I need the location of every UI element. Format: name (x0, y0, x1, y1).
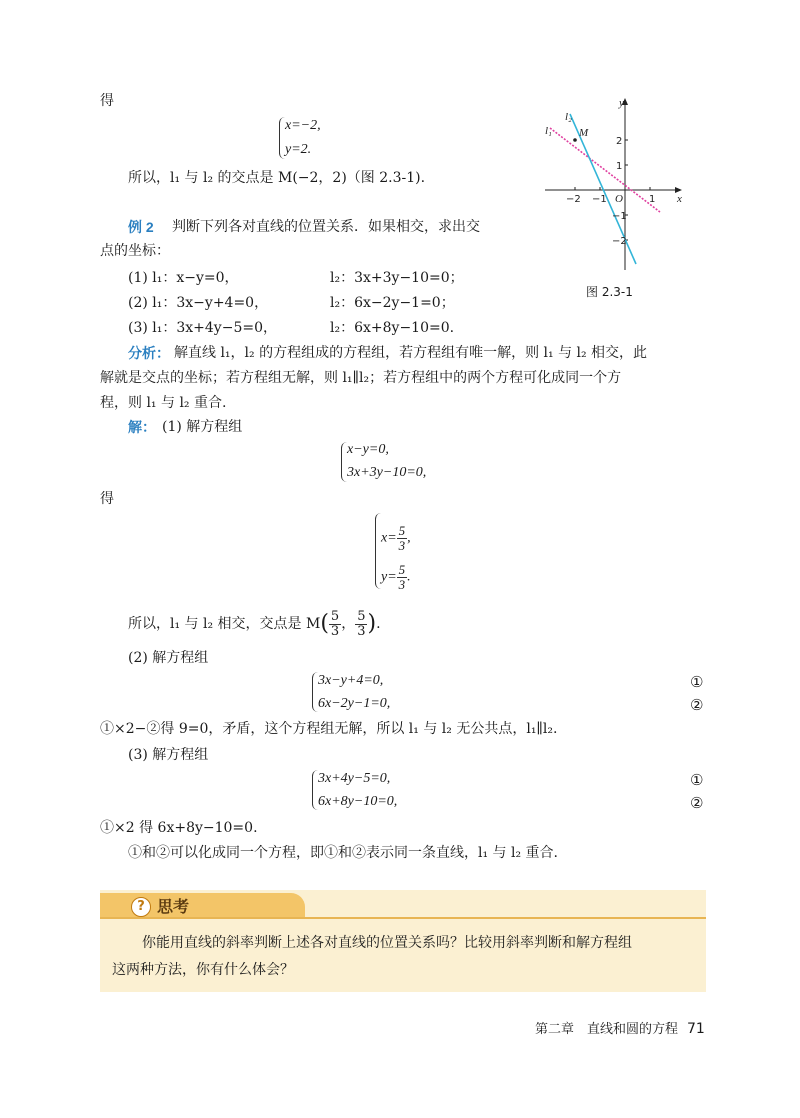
de-text-top: 得 (100, 93, 114, 109)
analysis-line1: 解直线 l₁，l₂ 的方程组成的方程组，若方程组有唯一解，则 l₁ 与 l₂ 相交，此 (174, 345, 648, 361)
part1-y-label: y= (381, 569, 397, 585)
pair-2-l2: l₂：6x−2y−1=0； (330, 295, 455, 311)
part2-result: ①×2−②得 9=0，矛盾，这个方程组无解，所以 l₁ 与 l₂ 无公共点，l₁∥l₂. (100, 721, 558, 737)
question-icon: ? (131, 897, 151, 917)
label-l2: l₂ (565, 111, 572, 123)
example-prompt-line2: 点的坐标： (100, 243, 170, 259)
think-title: 思考 (157, 897, 190, 916)
figure-graph (530, 92, 690, 277)
think-divider (100, 917, 706, 919)
part1-eq2: 3x+3y−10=0, (347, 465, 427, 480)
tick-label-x-neg1: −1 (592, 194, 607, 205)
frac-mx (329, 610, 341, 638)
solution-part1-head: (1) 解方程组 (162, 419, 243, 435)
label-l1: l₁ (545, 125, 552, 137)
think-line2: 这两种方法，你有什么体会？ (112, 962, 294, 978)
mark-2-part2: ② (690, 696, 704, 714)
part1-conclusion-text: 所以，l₁ 与 l₂ 相交，交点是 M (128, 616, 321, 633)
point-m (573, 138, 577, 142)
tick-label-x-neg2: −2 (566, 194, 581, 205)
part2-eq2: 6x−2y−1=0, (318, 696, 391, 711)
label-m: M (579, 127, 589, 139)
analysis-label: 分析： (128, 345, 170, 361)
de-text-part1: 得 (100, 491, 114, 507)
mark-1-part2: ① (690, 673, 704, 691)
part1-eq1: x−y=0, (347, 442, 389, 457)
label-origin: O (615, 193, 623, 205)
tick-label-y-neg1: −1 (612, 211, 627, 222)
example-title: 例 2 (128, 219, 154, 235)
tick-label-y-2: 2 (616, 136, 623, 147)
frac-my-den: 3 (357, 623, 366, 639)
mark-2-part3: ② (690, 794, 704, 812)
part3-conclusion: ①和②可以化成同一个方程，即①和②表示同一条直线，l₁ 与 l₂ 重合. (128, 845, 558, 861)
part1-result-y: y= $\frac{5}{3}$ . (381, 562, 411, 592)
footer-chapter: 第二章 直线和圆的方程 (535, 1022, 679, 1037)
top-solution-x: x=−2, (285, 118, 321, 133)
paren-open: ( (320, 611, 329, 637)
pair-1-l2: l₂：3x+3y−10=0； (330, 270, 464, 286)
frac-mx-num: 5 (330, 609, 340, 624)
tick-label-x-1: 1 (649, 194, 656, 205)
frac-x-num: 5 (398, 523, 406, 538)
frac-y-den: 3 (398, 576, 406, 592)
mark-1-part3: ① (690, 771, 704, 789)
think-line1: 你能用直线的斜率判断上述各对直线的位置关系吗？比较用斜率判断和解方程组 (142, 935, 632, 951)
label-x: x (677, 193, 682, 205)
frac-mx-den: 3 (330, 623, 340, 639)
figure-caption: 图 2.3-1 (586, 285, 633, 299)
part1-result-x: x= $\frac{5}{3}$ , (381, 523, 411, 553)
solution-part2-head: (2) 解方程组 (128, 650, 209, 666)
footer-page-number: 71 (687, 1021, 705, 1037)
pair-3-l2: l₂：6x+8y−10=0. (330, 320, 455, 336)
pair-3-l1: (3) l₁：3x+4y−5=0， (128, 320, 277, 336)
paren-close: ) (367, 611, 377, 637)
part1-conclusion: 所以，l₁ 与 l₂ 相交，交点是 M( $\frac{5}{3}$ ， $\frac{5}{3}$ ). (128, 609, 381, 639)
frac-y (397, 563, 408, 591)
frac-y-num: 5 (398, 562, 406, 577)
frac-x (397, 524, 408, 552)
top-solution-y: y=2. (285, 142, 312, 157)
tick-label-y-1: 1 (616, 161, 623, 172)
part3-eq2: 6x+8y−10=0, (318, 794, 398, 809)
analysis-line2: 解就是交点的坐标；若方程组无解，则 l₁∥l₂；若方程组中的两个方程可化成同一个方 (100, 370, 622, 386)
solution-label: 解： (128, 419, 156, 435)
frac-x-den: 3 (398, 537, 406, 553)
label-y: y (619, 97, 624, 109)
example-prompt-line1: 判断下列各对直线的位置关系．如果相交，求出交 (172, 219, 480, 235)
analysis-line3: 程，则 l₁ 与 l₂ 重合. (100, 395, 227, 411)
part1-x-label: x= (381, 530, 397, 546)
part3-result: ①×2 得 6x+8y−10=0. (100, 820, 258, 836)
pair-1-l1: (1) l₁：x−y=0， (128, 270, 239, 286)
frac-my (355, 610, 367, 638)
top-conclusion: 所以，l₁ 与 l₂ 的交点是 M(−2，2)（图 2.3-1). (128, 170, 426, 186)
part2-eq1: 3x−y+4=0, (318, 673, 384, 688)
frac-my-num: 5 (357, 609, 366, 624)
tick-label-y-neg2: −2 (612, 236, 627, 247)
solution-part3-head: (3) 解方程组 (128, 747, 209, 763)
pair-2-l1: (2) l₁：3x−y+4=0， (128, 295, 269, 311)
part3-eq1: 3x+4y−5=0, (318, 771, 391, 786)
